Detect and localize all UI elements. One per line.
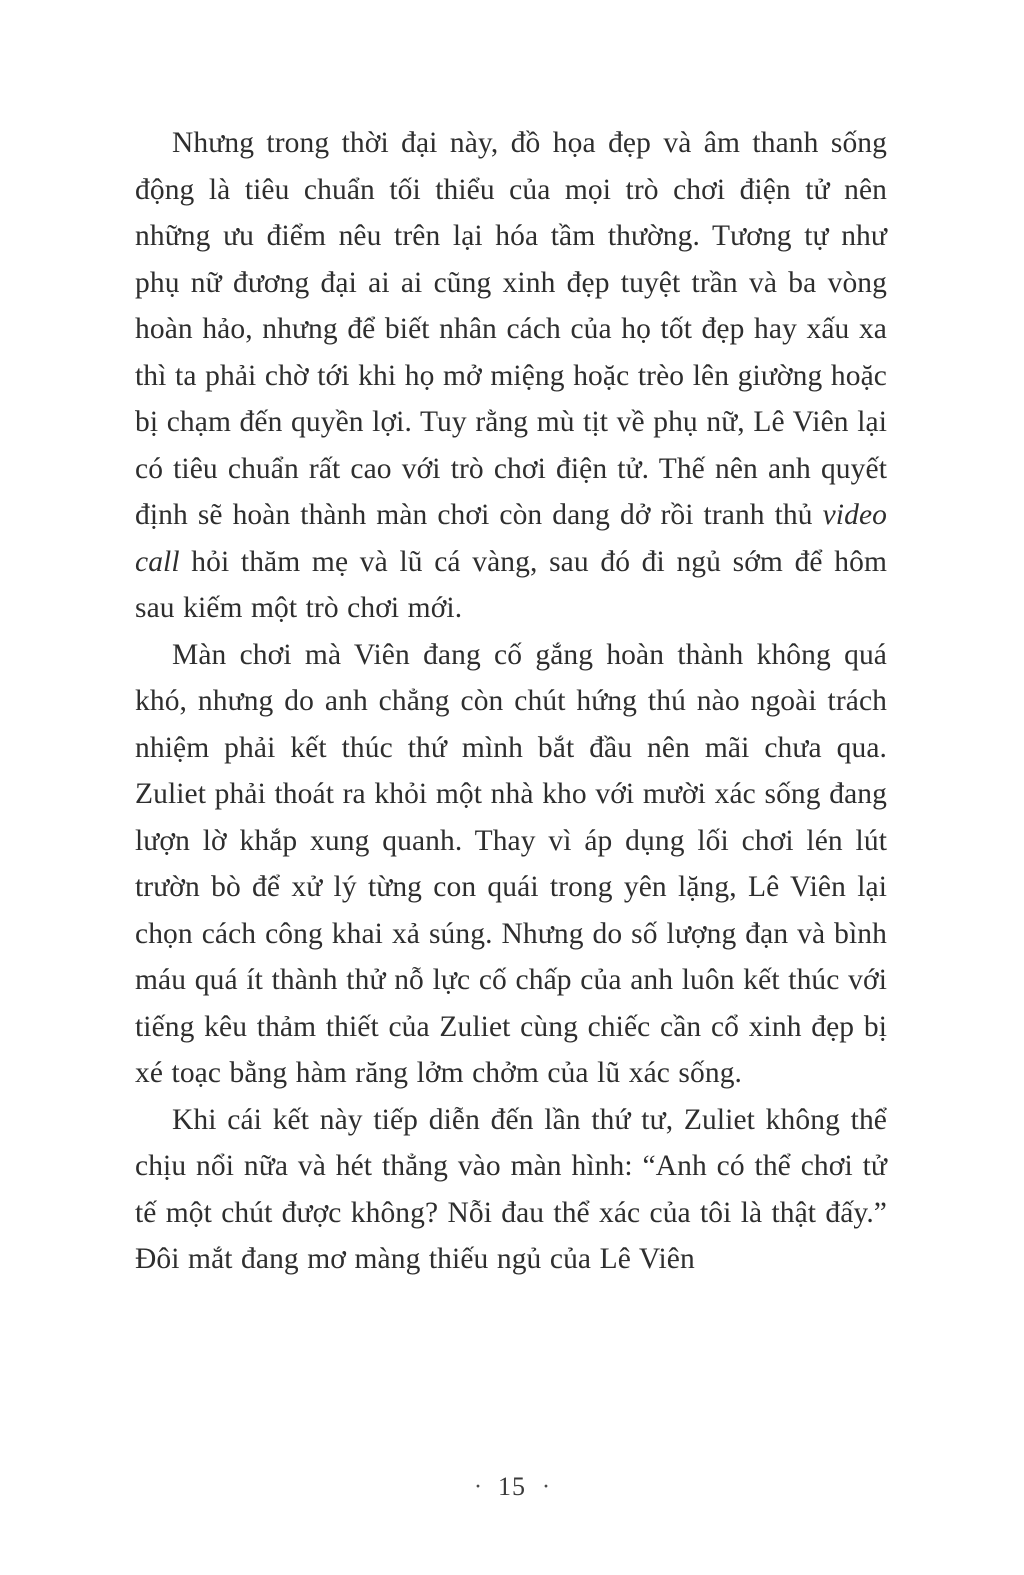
paragraph-1-text-after: hỏi thăm mẹ và lũ cá vàng, sau đó đi ngủ sớm để hôm sau kiếm một trò chơi mới. (135, 545, 887, 624)
paragraph-1-text-before: Nhưng trong thời đại này, đồ họa đẹp và âm thanh sống động là tiêu chuẩn tối thiểu của mọi trò chơi điện tử nên những ưu điểm nêu trên lại hóa tầm thường. Tương tự như phụ nữ đương đại ai ai cũng xinh đẹp tuyệt trần và ba vòng hoàn hảo, nhưng để biết nhân cách của họ tốt đẹp hay xấu xa thì ta phải chờ tới khi họ mở miệng hoặc trèo lên giường hoặc bị chạm đến quyền lợi. Tuy rằng mù tịt về phụ nữ, Lê Viên lại có tiêu chuẩn rất cao với trò chơi điện tử. Thế nên anh quyết định sẽ hoàn thành màn chơi còn dang dở rồi tranh thủ (135, 127, 887, 531)
paragraph-1 (135, 120, 887, 632)
page-number-left-dot: · (474, 1474, 482, 1500)
page-footer (0, 1472, 1024, 1502)
page-number: 15 (498, 1472, 526, 1501)
paragraph-1-italic-phrase: video call (135, 499, 887, 578)
paragraph-2: Màn chơi mà Viên đang cố gắng hoàn thành không quá khó, nhưng do anh chẳng còn chút hứng thú nào ngoài trách nhiệm phải kết thúc thứ mình bắt đầu nên mãi chưa qua. Zuliet phải thoát ra khỏi một nhà kho với mười xác sống đang lượn lờ khắp xung quanh. Thay vì áp dụng lối chơi lén lút trườn bò để xử lý từng con quái trong yên lặng, Lê Viên lại chọn cách công khai xả súng. Nhưng do số lượng đạn và bình máu quá ít thành thử nỗ lực cố chấp của anh luôn kết thúc với tiếng kêu thảm thiết của Zuliet cùng chiếc cần cổ xinh đẹp bị xé toạc bằng hàm răng lởm chởm của lũ xác sống. (135, 638, 887, 1089)
page-number-right-dot: · (542, 1474, 550, 1500)
paragraph-3: Khi cái kết này tiếp diễn đến lần thứ tư, Zuliet không thể chịu nổi nữa và hét thẳng vào màn hình: “Anh có thể chơi tử tế một chút được không? Nỗi đau thể xác của tôi là thật đấy.” Đôi mắt đang mơ màng thiếu ngủ của Lê Viên (135, 1103, 887, 1275)
page-text-block (135, 120, 887, 1283)
